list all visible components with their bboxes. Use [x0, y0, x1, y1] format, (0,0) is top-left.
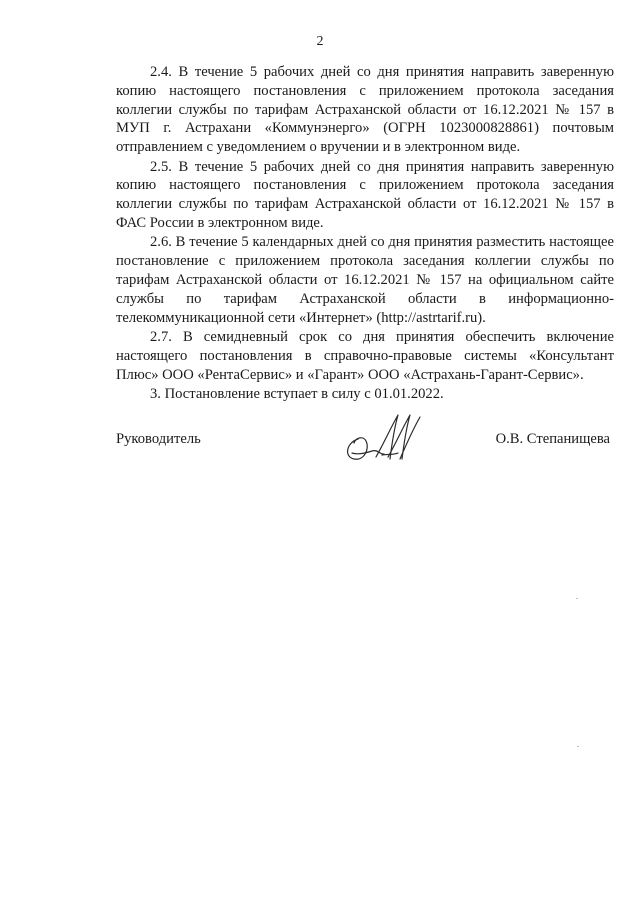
signature-block — [116, 409, 610, 469]
signatory-role: Руководитель — [116, 431, 201, 447]
scan-speck — [576, 598, 578, 599]
document-body — [116, 63, 614, 404]
page-number: 2 — [316, 34, 324, 49]
scan-speck — [577, 746, 579, 747]
paragraph-2-4: 2.4. В течение 5 рабочих дней со дня принятия направить заверенную копию настоящего постановления с приложением протокола заседания коллегии службы по тарифам Астраханской области от 16.12.2021 № 157 в МУП г. Астрахани «Коммунэнерго» (ОГРН 1023000828861) почтовым отправлением с уведомлением о вручении и в электронном виде. — [116, 64, 614, 156]
paragraph-2-7: 2.7. В семидневный срок со дня принятия обеспечить включение настоящего постановления в справочно-правовые системы «Консультант Плюс» ООО «РентаСервис» и «Гарант» ООО «Астрахань-Гарант-Сервис». — [116, 328, 614, 383]
signatory-name: О.В. Степанищева — [495, 431, 610, 447]
paragraph-3: 3. Постановление вступает в силу с 01.01.2022. — [150, 385, 444, 402]
paragraph-2-6: 2.6. В течение 5 календарных дней со дня принятия разместить настоящее постановление с приложением протокола заседания коллегии службы по тарифам Астраханской области от 16.12.2021 № 157 на официальном сайте службы по тарифам Астраханской области в информационно-телекоммуникационной сети «Интернет» (http://astrtarif.ru). — [116, 234, 614, 326]
paragraph-2-5: 2.5. В течение 5 рабочих дней со дня принятия направить заверенную копию настоящего постановления с приложением протокола заседания коллегии службы по тарифам Астраханской области от 16.12.2021 № 157 в ФАС России в электронном виде. — [116, 158, 614, 231]
handwritten-signature — [336, 409, 436, 465]
